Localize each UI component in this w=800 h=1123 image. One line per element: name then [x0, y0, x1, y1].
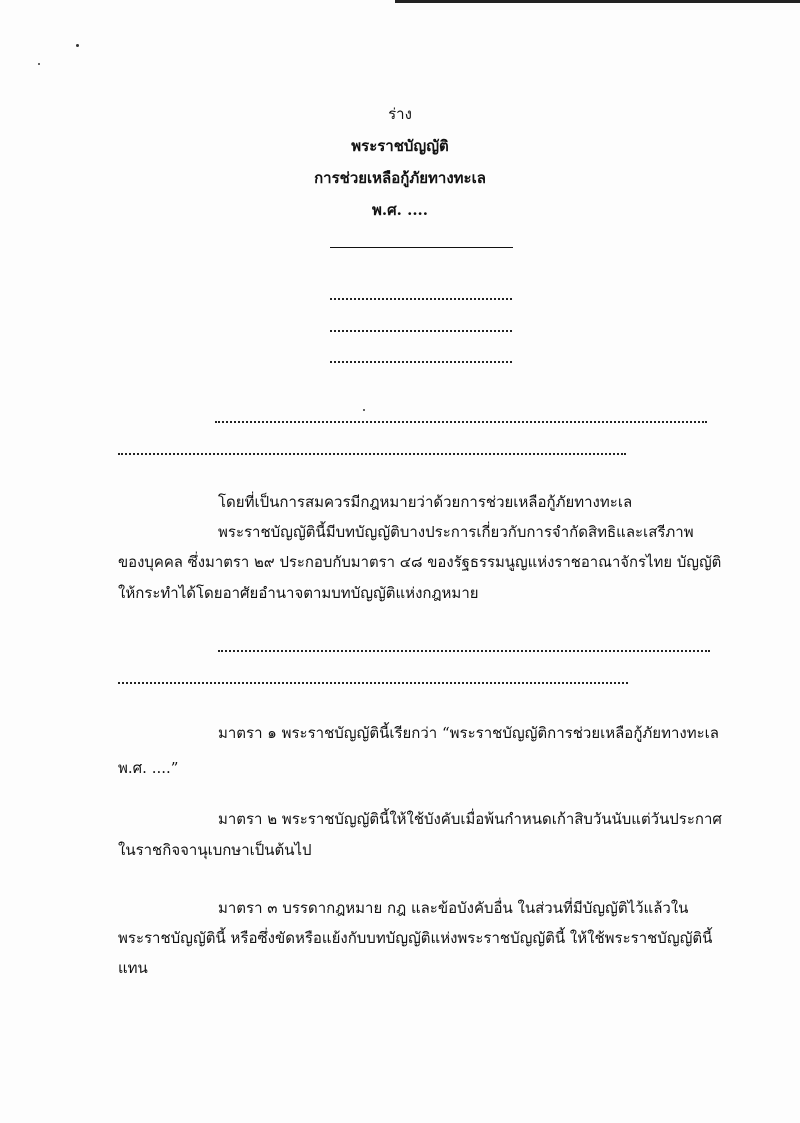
- dotted-line: [330, 298, 512, 300]
- section-2-text: ในราชกิจจานุเบกษาเป็นต้นไป: [118, 841, 312, 859]
- scan-speck: [38, 63, 40, 65]
- preamble-line: พระราชบัญญัตินี้มีบทบัญญัติบางประการเกี่ยวกับการจำกัดสิทธิและเสรีภาพ: [218, 523, 694, 541]
- preamble-line: ของบุคคล ซึ่งมาตรา ๒๙ ประกอบกับมาตรา ๔๘ ของรัฐธรรมนูญแห่งราชอาณาจักรไทย บัญญัติ: [118, 553, 722, 571]
- preamble-line: ให้กระทำได้โดยอาศัยอำนาจตามบทบัญญัติแห่งกฎหมาย: [118, 584, 479, 602]
- section-1-text: พ.ศ. ....”: [118, 759, 179, 777]
- dotted-line: [118, 453, 626, 455]
- dotted-line: [118, 682, 628, 684]
- section-3-text: พระราชบัญญัตินี้ หรือซึ่งขัดหรือแย้งกับบทบัญญัติแห่งพระราชบัญญัตินี้ ให้ใช้พระราชบัญญัตินี้: [118, 929, 713, 947]
- scan-edge-mark: [395, 0, 800, 3]
- scan-speck: [363, 409, 365, 411]
- act-title: การช่วยเหลือกู้ภัยทางทะเล: [314, 169, 486, 187]
- dotted-line: [218, 650, 710, 652]
- section-3-text: แทน: [118, 959, 148, 977]
- section-3-text: มาตรา ๓ บรรดากฎหมาย กฎ และข้อบังคับอื่น ในส่วนที่มีบัญญัติไว้แล้วใน: [218, 899, 689, 917]
- act-year: พ.ศ. ....: [372, 201, 428, 219]
- title-underline: [330, 247, 513, 248]
- preamble-line: โดยที่เป็นการสมควรมีกฎหมายว่าด้วยการช่วยเหลือกู้ภัยทางทะเล: [218, 493, 633, 511]
- draft-label: ร่าง: [388, 105, 412, 123]
- dotted-line: [330, 361, 512, 363]
- section-2-text: มาตรา ๒ พระราชบัญญัตินี้ให้ใช้บังคับเมื่อพ้นกำหนดเก้าสิบวันนับแต่วันประกาศ: [218, 810, 722, 828]
- act-heading: พระราชบัญญัติ: [351, 137, 449, 155]
- scan-speck: [76, 44, 79, 47]
- section-1-text: มาตรา ๑ พระราชบัญญัตินี้เรียกว่า “พระราชบัญญัติการช่วยเหลือกู้ภัยทางทะเล: [218, 724, 719, 742]
- dotted-line: [215, 421, 707, 423]
- dotted-line: [330, 330, 512, 332]
